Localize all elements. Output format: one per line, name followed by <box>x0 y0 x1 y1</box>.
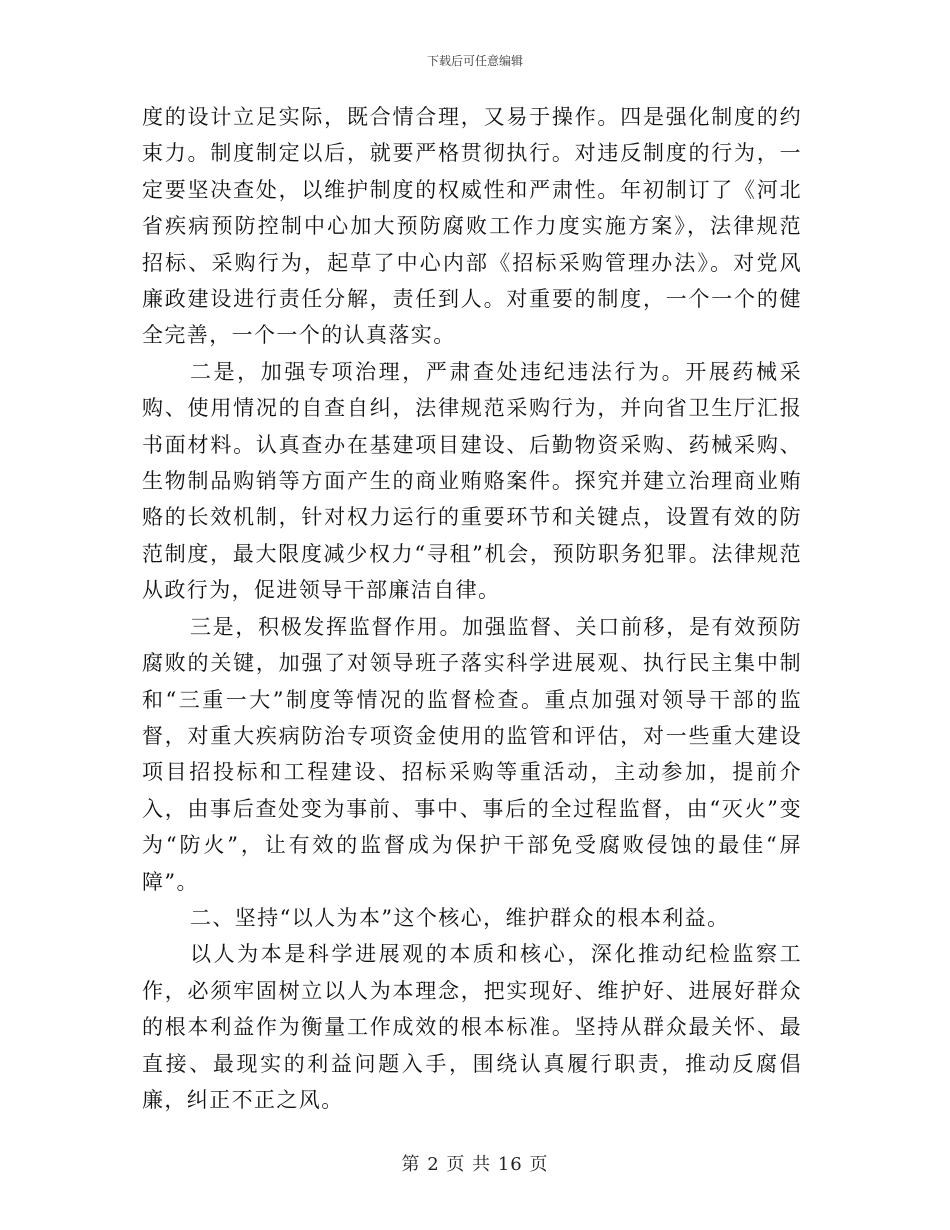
paragraph-1: 度的设计立足实际，既合情合理，又易于操作。四是强化制度的约束力。制度制定以后，就要严格贯彻执行。对违反制度的行为，一定要坚决查处，以维护制度的权威性和严肃性。年初制订了《河北省疾病预防控制中心加大预防腐败工作力度实施方案》，法律规范招标、采购行为，起草了中心内部《招标采购管理办法》。对党风廉政建设进行责任分解，责任到人。对重要的制度，一个一个的健全完善，一个一个的认真落实。 <box>142 105 802 348</box>
paragraph-4: 以人为本是科学进展观的本质和核心，深化推动纪检监察工作，必须牢固树立以人为本理念，把实现好、维护好、进展好群众的根本利益作为衡量工作成效的根本标准。坚持从群众最关怀、最直接、最现实的利益问题入手，围绕认真履行职责，推动反腐倡廉，纠正不正之风。 <box>142 942 802 1112</box>
page-header: 下载后可任意编辑 <box>426 54 523 68</box>
page-footer: 第 2 页 共 16 页 <box>401 1154 549 1175</box>
paragraph-3: 三是，积极发挥监督作用。加强监督、关口前移，是有效预防腐败的关键，加强了对领导班子落实科学进展观、执行民主集中制和“三重一大”制度等情况的监督检查。重点加强对领导干部的监督，对重大疾病防治专项资金使用的监管和评估，对一些重大建设项目招投标和工程建设、招标采购等重活动，主动参加，提前介入，由事后查处变为事前、事中、事后的全过程监督，由“灭火”变为“防火”，让有效的监督成为保护干部免受腐败侵蚀的最佳“屏障”。 <box>142 614 802 894</box>
paragraph-2: 二是，加强专项治理，严肃查处违纪违法行为。开展药械采购、使用情况的自查自纠，法律规范采购行为，并向省卫生厅汇报书面材料。认真查办在基建项目建设、后勤物资采购、药械采购、生物制品购销等方面产生的商业贿赂案件。探究并建立治理商业贿赂的长效机制，针对权力运行的重要环节和关键点，设置有效的防范制度，最大限度减少权力“寻租”机会，预防职务犯罪。法律规范从政行为，促进领导干部廉洁自律。 <box>142 359 802 603</box>
section-heading: 二、坚持“以人为本”这个核心，维护群众的根本利益。 <box>190 905 730 930</box>
document-body <box>142 99 802 1118</box>
